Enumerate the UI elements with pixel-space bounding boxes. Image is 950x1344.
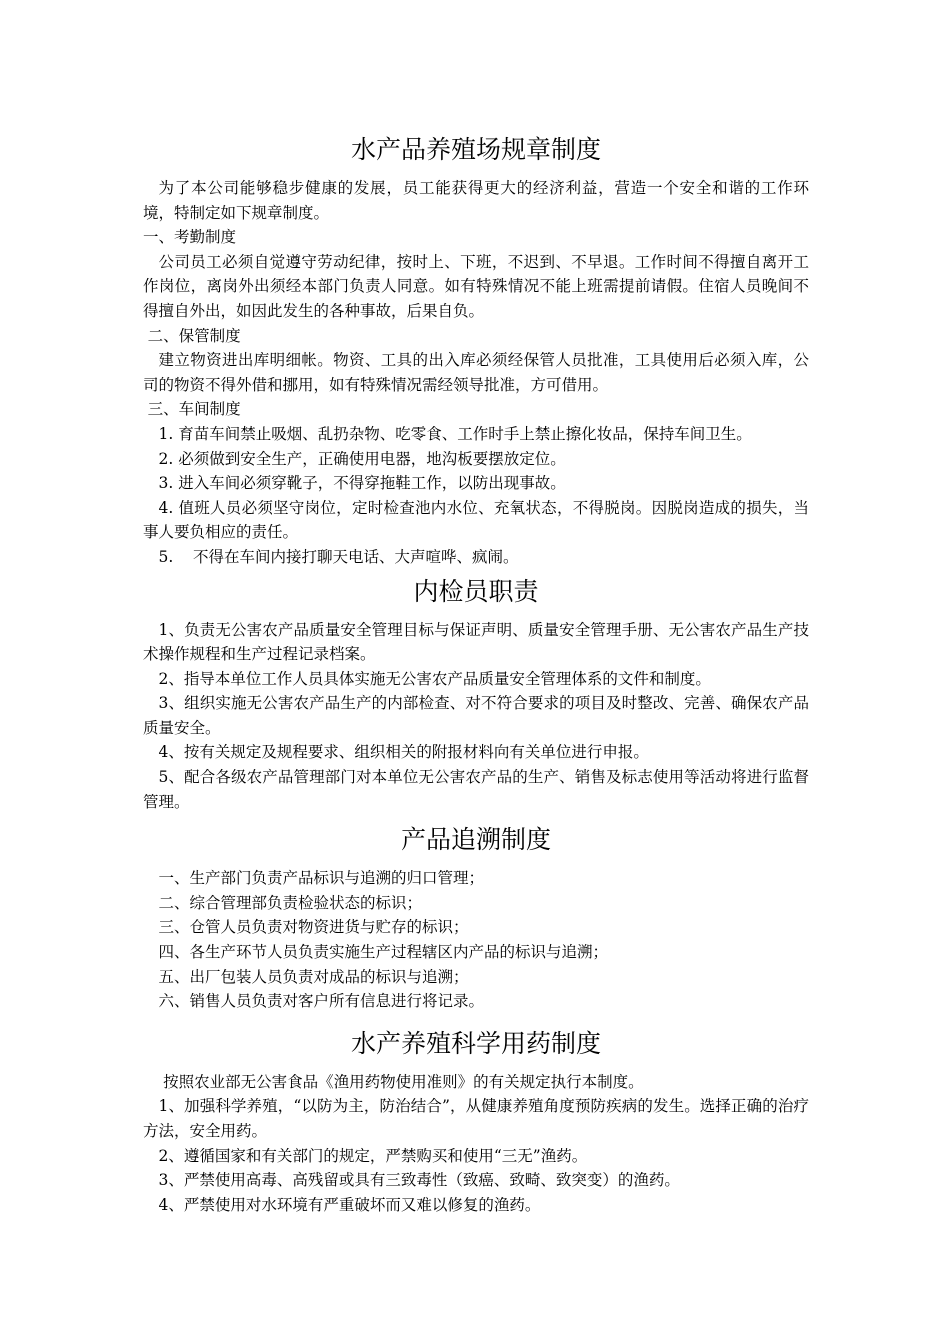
drugs-item: 1、加强科学养殖，“以防为主，防治结合”，从健康养殖角度预防疾病的发生。选择正确的治疗方法，安全用药。	[143, 1097, 809, 1140]
workshop-item: 1. 育苗车间禁止吸烟、乱扔杂物、吃零食、工作时手上禁止擦化妆品，保持车间卫生。	[158, 424, 752, 443]
drugs-intro: 按照农业部无公害食品《渔用药物使用准则》的有关规定执行本制度。	[163, 1072, 644, 1091]
inspector-item: 3、组织实施无公害农产品生产的内部检查、对不符合要求的项目及时整改、完善、确保农产品质量安全。	[143, 694, 809, 737]
custody-paragraph: 建立物资进出库明细帐。物资、工具的出入库必须经保管人员批准，工具使用后必须入库，公司的物资不得外借和挪用，如有特殊情况需经领导批准，方可借用。	[143, 351, 809, 394]
drugs-title: 水产养殖科学用药制度	[350, 1028, 601, 1058]
trace-item: 五、出厂包装人员负责对成品的标识与追溯；	[158, 967, 469, 986]
drugs-item: 4、严禁使用对水环境有严重破坏而又难以修复的渔药。	[158, 1195, 541, 1214]
rules-intro: 为了本公司能够稳步健康的发展，员工能获得更大的经济利益，营造一个安全和谐的工作环境，特制定如下规章制度。	[143, 179, 809, 222]
drugs-item: 2、遵循国家和有关部门的规定，严禁购买和使用“三无”渔药。	[158, 1146, 588, 1165]
inspector-title: 内检员职责	[413, 576, 539, 606]
document-page	[143, 128, 809, 1217]
trace-item: 一、生产部门负责产品标识与追溯的归口管理；	[158, 869, 485, 888]
workshop-item: 5. 不得在车间内接打聊天电话、大声喧哗、疯闹。	[158, 547, 519, 566]
attendance-paragraph: 公司员工必须自觉遵守劳动纪律，按时上、下班，不迟到、不早退。工作时间不得擅自离开工作岗位，离岗外出须经本部门负责人同意。如有特殊情况不能上班需提前请假。住宿人员晚间不得擅自外出，如因此发生的各种事故，后果自负。	[143, 252, 809, 320]
inspector-item: 4、按有关规定及规程要求、组织相关的附报材料向有关单位进行申报。	[158, 743, 649, 762]
trace-item: 六、销售人员负责对客户所有信息进行将记录。	[158, 992, 485, 1011]
trace-item: 四、各生产环节人员负责实施生产过程辖区内产品的标识与追溯；	[158, 943, 609, 962]
trace-item: 二、综合管理部负责检验状态的标识；	[158, 893, 423, 912]
workshop-item: 4. 值班人员必须坚守岗位，定时检查池内水位、充氧状态，不得脱岗。因脱岗造成的损失，当事人要负相应的责任。	[143, 498, 809, 542]
inspector-item: 1、负责无公害农产品质量安全管理目标与保证声明、质量安全管理手册、无公害农产品生产技术操作规程和生产过程记录档案。	[143, 620, 809, 664]
workshop-item: 3. 进入车间必须穿靴子，不得穿拖鞋工作，以防出现事故。	[158, 474, 566, 493]
trace-item: 三、仓管人员负责对物资进货与贮存的标识；	[158, 918, 469, 937]
drugs-item: 3、严禁使用高毒、高残留或具有三致毒性（致癌、致畸、致突变）的渔药。	[158, 1171, 680, 1190]
custody-heading: 二、保管制度	[147, 326, 241, 345]
attendance-heading: 一、考勤制度	[143, 228, 237, 247]
workshop-item: 2. 必须做到安全生产，正确使用电器，地沟板要摆放定位。	[158, 449, 566, 468]
inspector-item: 5、配合各级农产品管理部门对本单位无公害农产品的生产、销售及标志使用等活动将进行监督管理。	[143, 768, 809, 811]
trace-title: 产品追溯制度	[400, 825, 551, 855]
inspector-item: 2、指导本单位工作人员具体实施无公害农产品质量安全管理体系的文件和制度。	[158, 669, 711, 688]
rules-title: 水产品养殖场规章制度	[350, 135, 601, 164]
workshop-heading: 三、车间制度	[147, 400, 241, 419]
